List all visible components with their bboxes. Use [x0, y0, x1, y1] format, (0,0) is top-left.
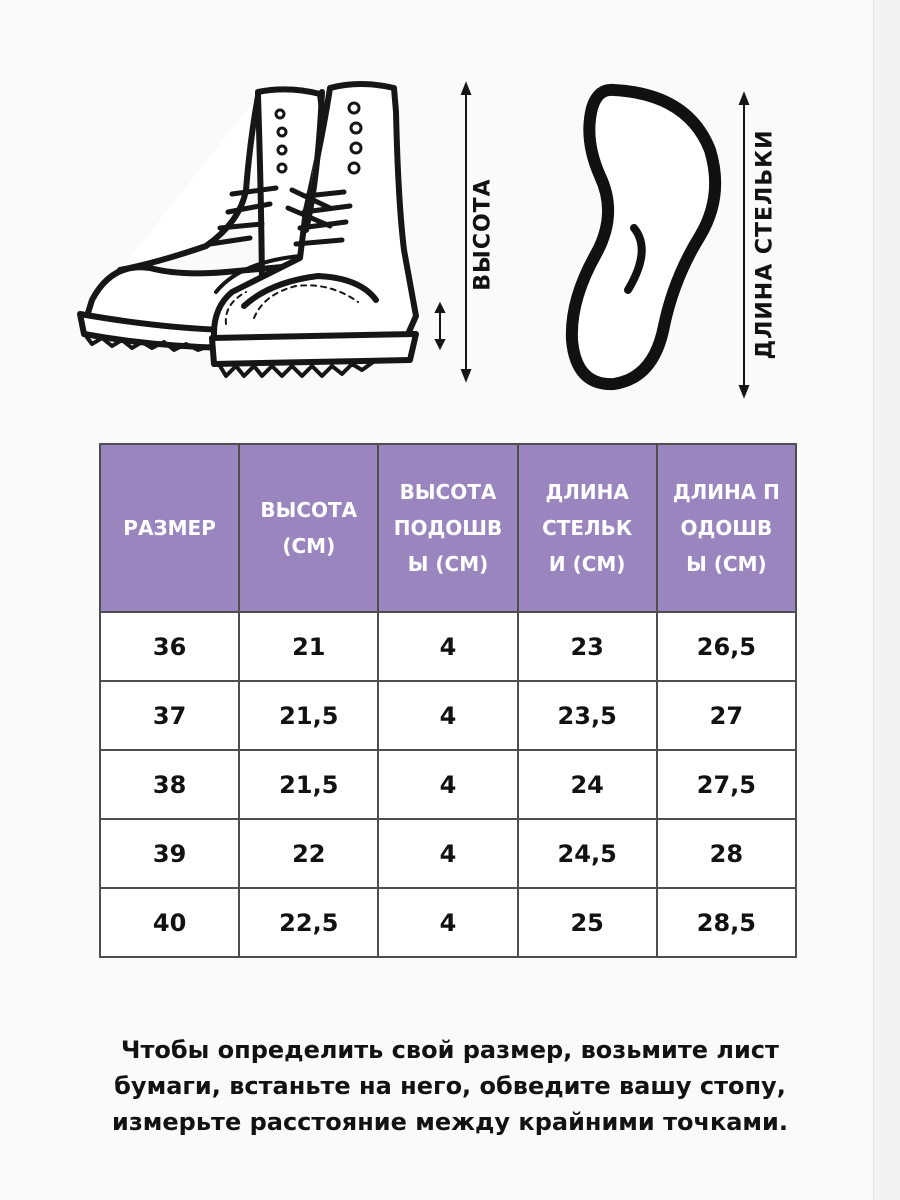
cell-sole-length: 27: [657, 681, 796, 750]
cell-height: 21: [239, 612, 378, 681]
cell-size: 39: [100, 819, 239, 888]
cell-size: 40: [100, 888, 239, 957]
size-chart-table: [99, 443, 797, 958]
table-row: [100, 888, 796, 957]
cell-size: 38: [100, 750, 239, 819]
cell-sole-height: 4: [378, 612, 517, 681]
table-row: [100, 750, 796, 819]
table-row: [100, 612, 796, 681]
cell-sole-height: 4: [378, 819, 517, 888]
table-row: [100, 681, 796, 750]
cell-sole-length: 27,5: [657, 750, 796, 819]
cell-insole-length: 23: [518, 612, 657, 681]
insole-length-label: ДЛИНА СТЕЛЬКИ: [752, 129, 778, 360]
cell-sole-height: 4: [378, 750, 517, 819]
cell-height: 22: [239, 819, 378, 888]
cell-insole-length: 24,5: [518, 819, 657, 888]
cell-size: 37: [100, 681, 239, 750]
double-arrow-icon: [436, 304, 444, 348]
cell-sole-length: 28: [657, 819, 796, 888]
cell-insole-length: 23,5: [518, 681, 657, 750]
cell-sole-height: 4: [378, 681, 517, 750]
header-sole-height: ВЫСОТА ПОДОШВЫ (СМ): [378, 444, 517, 612]
double-arrow-icon: [462, 84, 470, 380]
cell-insole-length: 24: [518, 750, 657, 819]
instruction-line: измерьте расстояние между крайними точками.: [112, 1108, 788, 1136]
cell-sole-length: 28,5: [657, 888, 796, 957]
cell-size: 36: [100, 612, 239, 681]
instruction-line: Чтобы определить свой размер, возьмите лист: [121, 1036, 779, 1064]
table-header-row: [100, 444, 796, 612]
boots-illustration: [80, 84, 416, 376]
table-row: [100, 819, 796, 888]
header-size: РАЗМЕР: [100, 444, 239, 612]
instruction-line: бумаги, встаньте на него, обведите вашу стопу,: [114, 1072, 786, 1100]
double-arrow-icon: [740, 94, 748, 396]
header-height: ВЫСОТА (СМ): [239, 444, 378, 612]
cell-height: 21,5: [239, 681, 378, 750]
cell-height: 21,5: [239, 750, 378, 819]
height-label: ВЫСОТА: [470, 178, 496, 291]
sizing-instructions: [50, 1032, 850, 1140]
insole-illustration: [572, 90, 715, 384]
cell-insole-length: 25: [518, 888, 657, 957]
header-sole-length: ДЛИНА ПОДОШВЫ (СМ): [657, 444, 796, 612]
header-insole-length: ДЛИНА СТЕЛЬКИ (СМ): [518, 444, 657, 612]
cell-sole-length: 26,5: [657, 612, 796, 681]
cell-height: 22,5: [239, 888, 378, 957]
cell-sole-height: 4: [378, 888, 517, 957]
